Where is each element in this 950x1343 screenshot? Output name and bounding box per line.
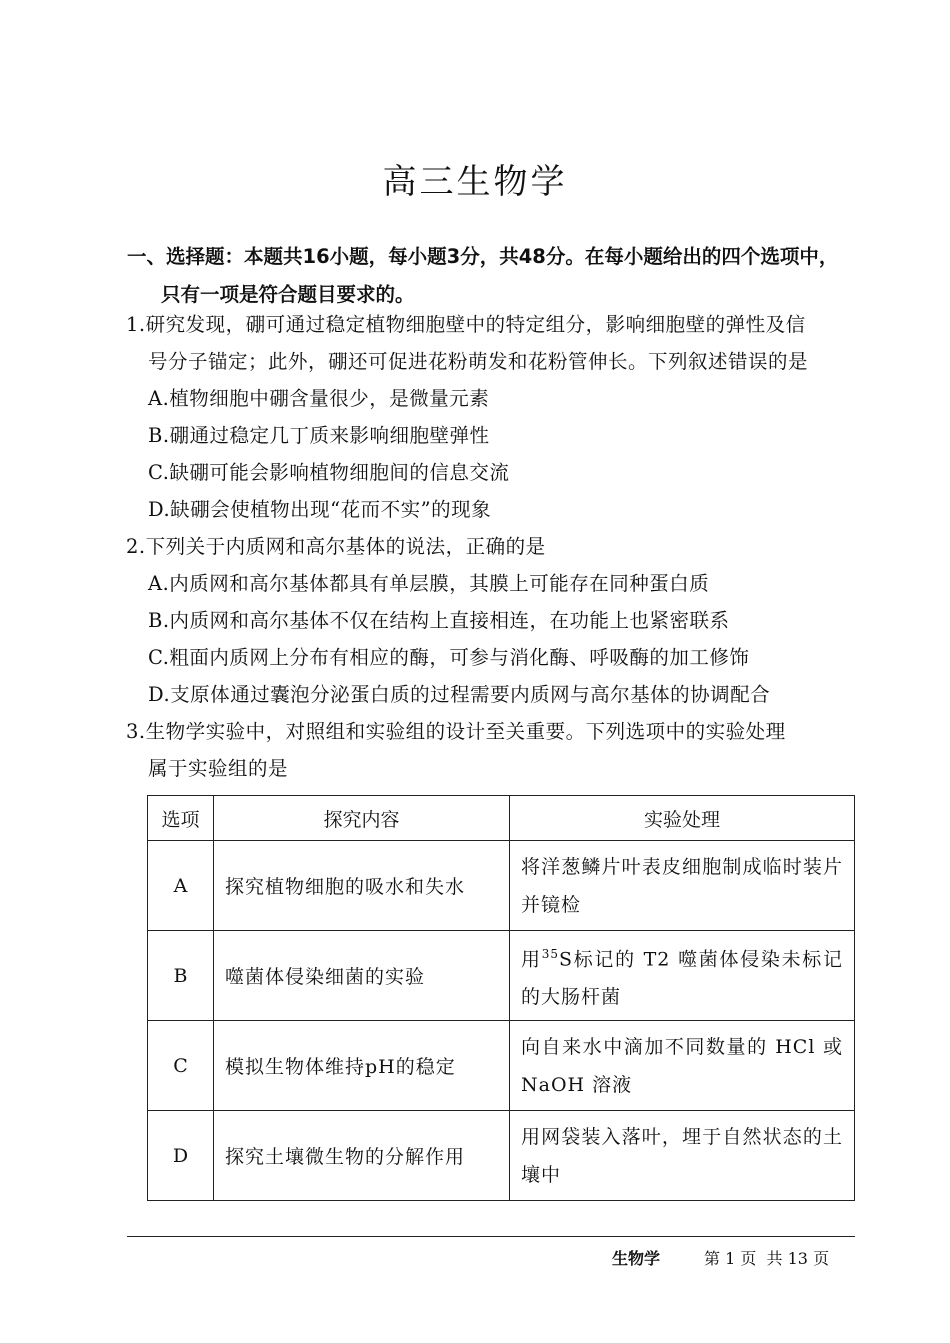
stem-line: 2.下列关于内质网和高尔基体的说法，正确的是: [126, 535, 546, 558]
table-row: [148, 841, 855, 931]
option-a: A.植物细胞中硼含量很少，是微量元素: [148, 387, 490, 410]
page-number: 第 1 页 共 13 页: [704, 1249, 830, 1268]
treatment-cell: 将洋葱鳞片叶表皮细胞制成临时装片并镜检: [510, 841, 855, 931]
question-1: [126, 306, 866, 528]
question-stem: [126, 528, 866, 565]
treatment-cell: 向自来水中滴加不同数量的 HCl 或 NaOH 溶液: [510, 1021, 855, 1111]
section-heading: [127, 238, 867, 314]
table-row: [148, 1021, 855, 1111]
treatment-cell: 用网袋装入落叶，埋于自然状态的土壤中: [510, 1111, 855, 1201]
option-a: A.内质网和高尔基体都具有单层膜，其膜上可能存在同种蛋白质: [148, 572, 710, 595]
table-row: [148, 1111, 855, 1201]
option-cell: C: [148, 1021, 214, 1111]
column-header: 探究内容: [214, 796, 510, 841]
option-c: C.缺硼可能会影响植物细胞间的信息交流: [148, 461, 510, 484]
option-b: B.内质网和高尔基体不仅在结构上直接相连，在功能上也紧密联系: [148, 609, 730, 632]
question-stem: [126, 713, 866, 787]
stem-line: 属于实验组的是: [148, 757, 289, 780]
option-d: D.缺硼会使植物出现“花而不实”的现象: [148, 498, 492, 521]
page-footer: [612, 1246, 857, 1269]
content-cell: 探究植物细胞的吸水和失水: [214, 841, 510, 931]
column-header: 实验处理: [510, 796, 855, 841]
experiment-table: [147, 795, 855, 1201]
treatment-text: 用: [521, 948, 542, 971]
treatment-cell: [510, 931, 855, 1021]
footer-rule: [127, 1236, 855, 1237]
question-stem: [126, 306, 866, 380]
option-cell: B: [148, 931, 214, 1021]
section-heading-line1: 一、选择题：本题共16小题，每小题3分，共48分。在每小题给出的四个选项中，: [127, 245, 839, 268]
column-header: 选项: [148, 796, 214, 841]
question-2: [126, 528, 866, 713]
treatment-text: S标记的 T2 噬菌体侵染未标记的大肠杆菌: [521, 948, 843, 1009]
table-row: [148, 931, 855, 1021]
stem-line: 号分子锚定；此外，硼还可促进花粉萌发和花粉管伸长。下列叙述错误的是: [148, 350, 809, 373]
option-d: D.支原体通过囊泡分泌蛋白质的过程需要内质网与高尔基体的协调配合: [148, 683, 771, 706]
table-header-row: [148, 796, 855, 841]
section-heading-line2: 只有一项是符合题目要求的。: [161, 283, 415, 306]
isotope-superscript: 35: [541, 946, 559, 961]
content-cell: 噬菌体侵染细菌的实验: [214, 931, 510, 1021]
footer-subject: 生物学: [612, 1249, 661, 1268]
question-3: [126, 713, 866, 787]
option-c: C.粗面内质网上分布有相应的酶，可参与消化酶、呼吸酶的加工修饰: [148, 646, 750, 669]
stem-line: 3.生物学实验中，对照组和实验组的设计至关重要。下列选项中的实验处理: [126, 720, 786, 743]
option-cell: D: [148, 1111, 214, 1201]
option-cell: A: [148, 841, 214, 931]
option-b: B.硼通过稳定几丁质来影响细胞壁弹性: [148, 424, 490, 447]
content-cell: 模拟生物体维持pH的稳定: [214, 1021, 510, 1111]
stem-line: 1.研究发现，硼可通过稳定植物细胞壁中的特定组分，影响细胞壁的弹性及信: [126, 313, 806, 336]
content-cell: 探究土壤微生物的分解作用: [214, 1111, 510, 1201]
page-title: 高三生物学: [382, 162, 568, 202]
